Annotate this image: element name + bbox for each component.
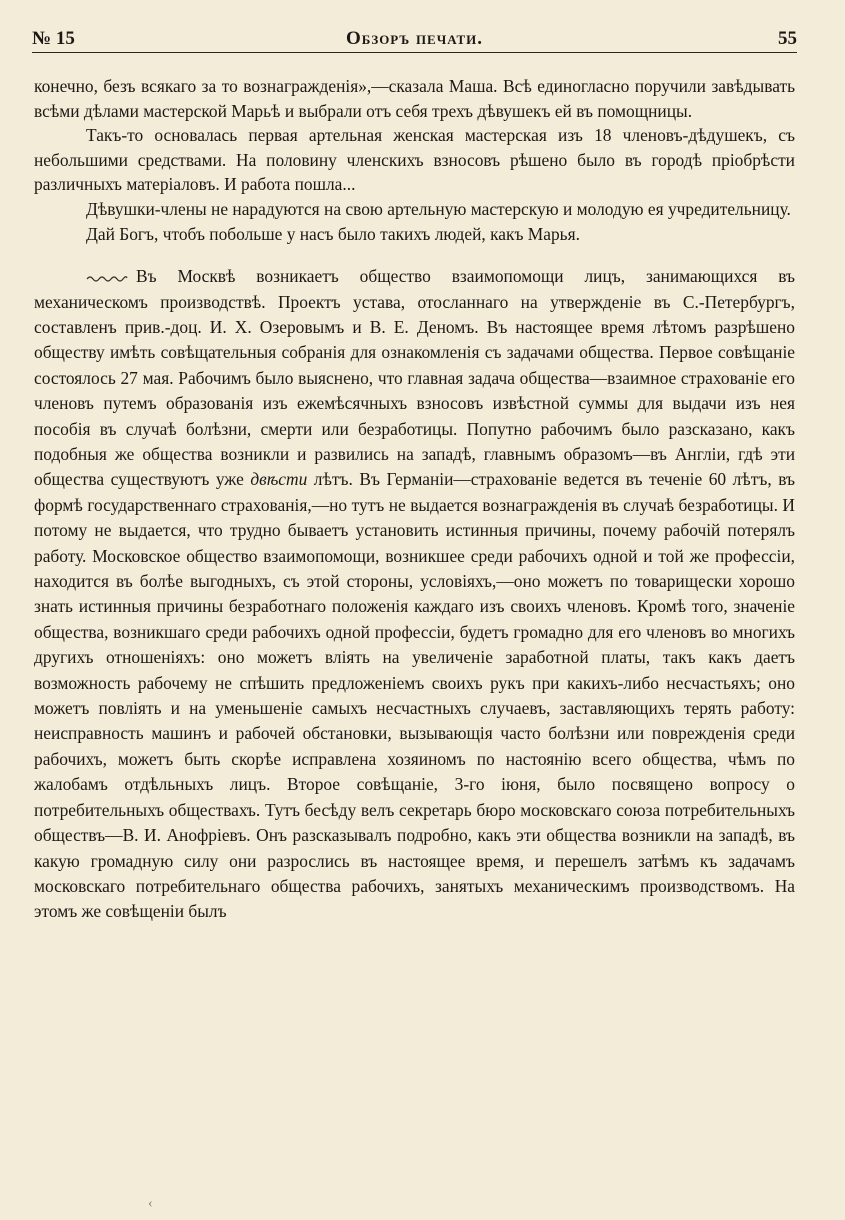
footer-mark: ‹ bbox=[148, 1196, 153, 1211]
paragraph-4: Дай Богъ, чтобъ побольше у насъ было такихъ людей, какъ Марья. bbox=[86, 223, 580, 244]
running-header bbox=[32, 22, 797, 50]
page-number: 55 bbox=[778, 28, 797, 49]
article-body bbox=[34, 74, 795, 925]
paragraph-5-text-a: Въ Москвѣ возникаетъ общество взаимопомощи лицъ, занимающихся въ механическомъ производствѣ. Проектъ устава, отосланнаго на утвержденіе въ С.-Петербургъ, составленъ прив.-доц. И. Х. Озеровымъ и В. Е. Деномъ. Въ настоящее время лѣтомъ разрѣшено обществу имѣть совѣщательныя собранія для ознакомленія съ задачами общества. Первое совѣщаніе состоялось 27 мая. Рабочимъ было выяснено, что главная задача общества—взаимное страхованіе его членовъ путемъ образованія изъ ежемѣсячныхъ взносовъ извѣстной суммы для выдачи изъ нея пособія въ случаѣ болѣзни, смерти или безработицы. Попутно рабочимъ было разсказано, какъ подобныя же общества возникли и развились на западѣ, главнымъ образомъ—въ Англіи, гдѣ эти общества существуютъ уже bbox=[34, 266, 795, 490]
paragraph-5-emphasis: двѣсти bbox=[250, 469, 308, 490]
paragraph-5-text-b: лѣтъ. Въ Германіи—страхованіе ведется въ теченіе 60 лѣтъ, въ формѣ государственнаго страхованія,—но тутъ не выдается вознагражденія въ случаѣ безработицы. И потому не выдается, что трудно бываетъ установить истинныя причины, почему рабочій потерялъ работу. Московское общество взаимопомощи, возникшее среди рабочихъ одной и той же профессіи, находится въ болѣе выгодныхъ, съ этой стороны, условіяхъ,—оно можетъ по товарищески хорошо знать истинныя причины безработнаго положенія каждаго изъ своихъ членовъ. Кромѣ того, значеніе общества, возникшаго среди рабочихъ одной профессіи, будетъ громадно для его членовъ во многихъ другихъ отношеніяхъ: оно можетъ вліять на увеличеніе заработной платы, такъ какъ даетъ возможность рабочему не спѣшить предложеніемъ своихъ рукъ при какихъ-либо несчастьяхъ; оно можетъ повліять и на уменьшеніе самыхъ несчастныхъ случаевъ, заставляющихъ терять работу: неисправность машинъ и рабочей обстановки, вызывающія часто болѣзни или поврежденія среди рабочихъ, можетъ быть скорѣе исправлена хозяиномъ по настоянію всего общества, чѣмъ по жалобамъ отдѣльныхъ лицъ. Второе совѣщаніе, 3-го іюня, было посвящено вопросу о потребительныхъ обществахъ. Тутъ бесѣду велъ секретарь бюро московскаго союза потребительныхъ обществъ—В. И. Анофріевъ. Онъ разсказывалъ подробно, какъ эти общества возникли на западѣ, въ какую громадную силу они разрослись въ настоящее время, и перешелъ затѣмъ къ задачамъ московскаго потребительнаго общества рабочихъ, занятыхъ механическимъ производствомъ. На этомъ же совѣщеніи былъ bbox=[34, 469, 795, 922]
header-rule bbox=[32, 52, 797, 53]
issue-number: № 15 bbox=[32, 28, 75, 49]
paragraph-2: Такъ-то основалась первая артельная женская мастерская изъ 18 членовъ-дѣдушекъ, съ небольшими средствами. На половину членскихъ взносовъ рѣшено было въ городѣ пріобрѣсти различныхъ матеріаловъ. И работа пошла... bbox=[34, 125, 795, 195]
paragraph-1: конечно, безъ всякаго за то вознагражденія»,—сказала Маша. Всѣ единогласно поручили завѣдывать всѣми дѣлами мастерской Марьѣ и выбрали отъ себя трехъ дѣвушекъ ей въ помощницы. bbox=[34, 76, 795, 121]
wavy-dash-icon bbox=[86, 273, 128, 283]
paragraph-3: Дѣвушки-члены не нарадуются на свою артельную мастерскую и молодую ея учредительницу. bbox=[86, 198, 791, 219]
paragraph-5 bbox=[34, 264, 795, 925]
page-title: Обзоръ печати. bbox=[345, 28, 484, 49]
